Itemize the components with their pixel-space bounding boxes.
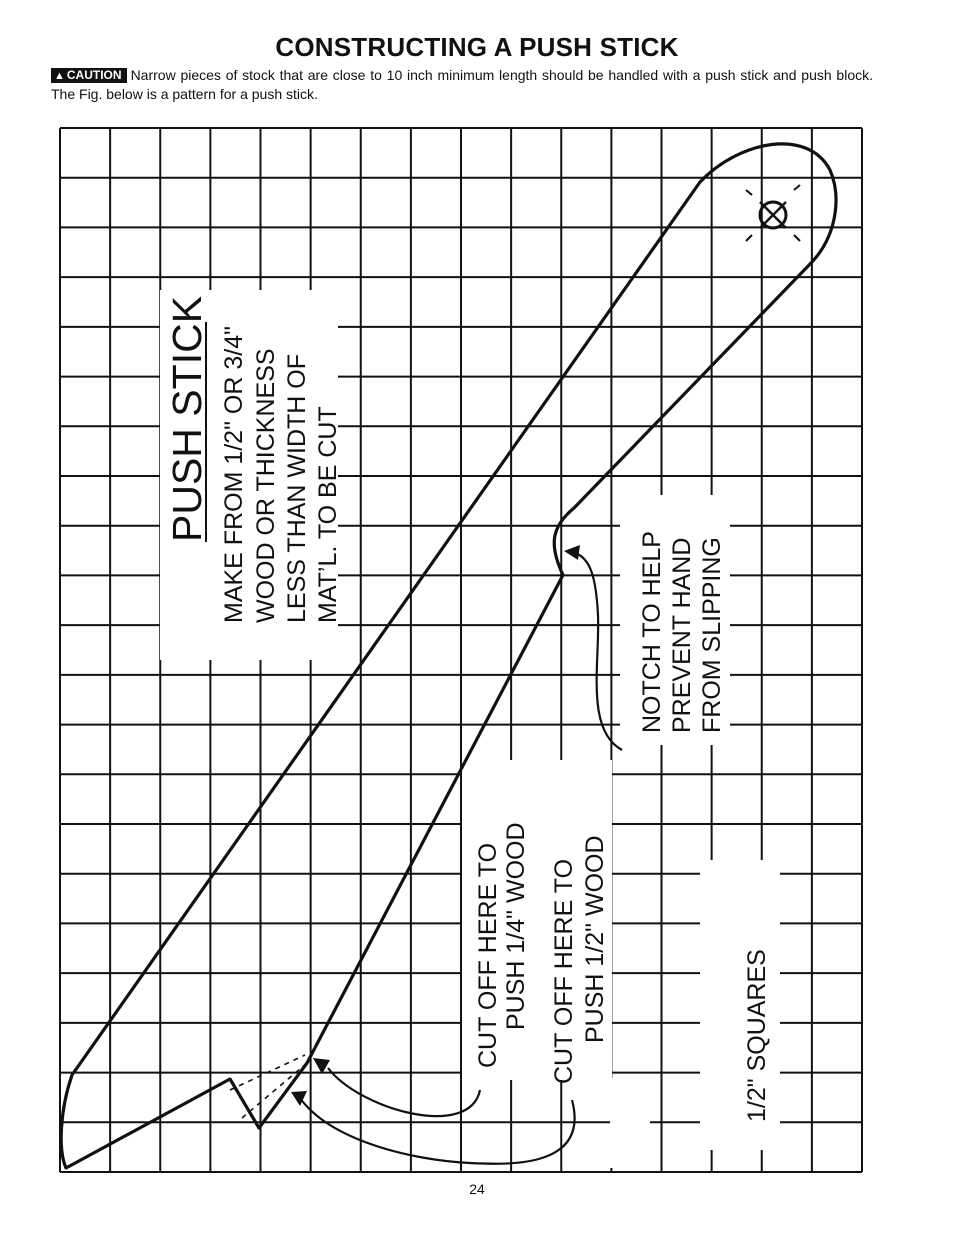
- squares-text: [743, 949, 771, 1122]
- notch-text: [638, 531, 726, 733]
- notch-line-2: PREVENT HAND: [668, 537, 696, 733]
- cut-half-line-2: PUSH 1/2" WOOD: [581, 835, 609, 1043]
- cut-off-line-half: [242, 1063, 307, 1118]
- make-line-4: MAT’L. TO BE CUT: [314, 406, 342, 623]
- caution-badge-label: CAUTION: [66, 68, 122, 82]
- make-line-3: LESS THAN WIDTH OF: [283, 353, 311, 623]
- notch-line-3: FROM SLIPPING: [698, 537, 726, 733]
- cut-half-line-1: CUT OFF HERE TO: [550, 858, 578, 1084]
- notch-line-1: NOTCH TO HELP: [638, 531, 666, 733]
- push-stick-title-group: [164, 296, 210, 542]
- caution-text: Narrow pieces of stock that are close to 10 inch minimum length should be handled with a push stick and push block. The Fig. below is a pattern for a push stick.: [51, 67, 873, 102]
- warning-triangle-icon: ▲: [54, 70, 65, 82]
- page-number: 24: [469, 1181, 485, 1197]
- hang-hole-icon: [746, 185, 800, 241]
- push-stick-title: PUSH STICK: [164, 295, 210, 542]
- page-heading: CONSTRUCTING A PUSH STICK: [275, 32, 679, 62]
- cut-quarter-line-2: PUSH 1/4" WOOD: [502, 822, 530, 1030]
- make-line-1: MAKE FROM 1/2" OR 3/4": [220, 326, 248, 623]
- cut-quarter-line-1: CUT OFF HERE TO: [474, 842, 502, 1068]
- squares-label: 1/2" SQUARES: [743, 949, 771, 1122]
- make-line-2: WOOD OR THICKNESS: [252, 348, 280, 623]
